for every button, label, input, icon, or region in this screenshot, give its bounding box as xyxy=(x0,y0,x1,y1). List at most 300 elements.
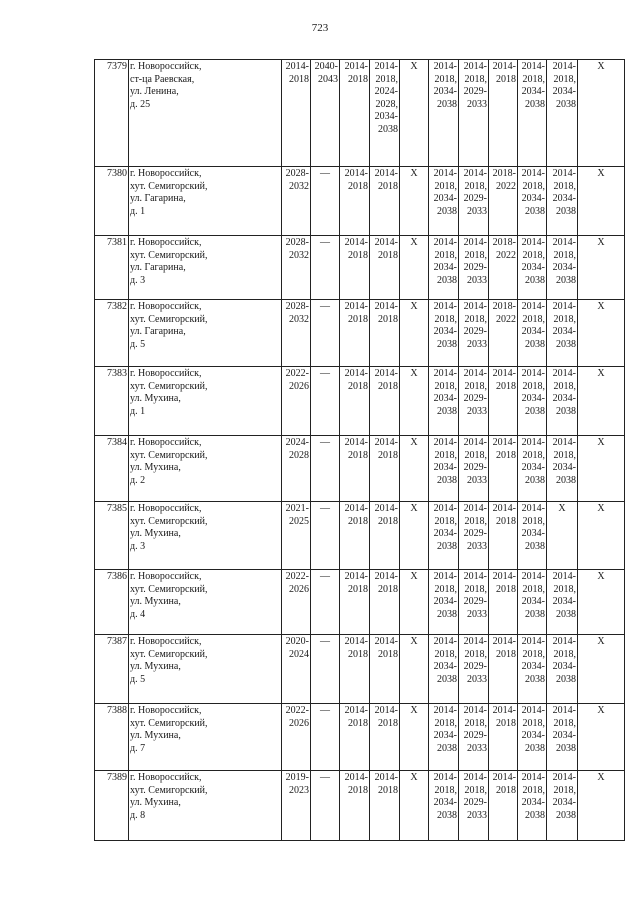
cell-line: 2018, xyxy=(553,784,576,796)
cell-line: 2014- xyxy=(463,237,487,248)
cell-line: 2014- xyxy=(374,571,398,582)
cell-line: 2018, xyxy=(434,583,457,595)
cell-line: X xyxy=(410,301,418,312)
cell-p11 xyxy=(578,367,625,436)
cell-line: д. 5 xyxy=(130,673,146,685)
cell-line: 2034- xyxy=(433,596,457,607)
cell-line: 2034- xyxy=(433,661,457,672)
cell-p3 xyxy=(340,367,370,436)
cell-line: 2034- xyxy=(521,797,545,808)
cell-line: 2018, xyxy=(464,583,487,595)
cell-line: ул. Гагарина, xyxy=(130,326,186,337)
cell-line: ул. Мухина, xyxy=(130,661,181,672)
cell-line: 2018 xyxy=(496,73,516,85)
cell-line: 2014- xyxy=(344,168,368,179)
cell-p3 xyxy=(340,635,370,704)
cell-line: 2018, xyxy=(464,717,487,729)
cell-p5 xyxy=(400,167,429,236)
cell-line: 2018, xyxy=(464,784,487,796)
cell-line: 2014- xyxy=(492,437,516,448)
cell-line: г. Новороссийск, xyxy=(130,772,202,783)
cell-line: 2038 xyxy=(437,540,457,552)
cell-line: 2022 xyxy=(496,249,516,261)
cell-line: 2034- xyxy=(433,797,457,808)
cell-p10 xyxy=(547,367,578,436)
cell-line: 2020- xyxy=(285,636,309,647)
cell-p1 xyxy=(282,367,311,436)
cell-line: 2018 xyxy=(378,648,398,660)
cell-line: 2014- xyxy=(344,237,368,248)
registry-table xyxy=(94,59,625,841)
cell-line: 2014- xyxy=(344,301,368,312)
cell-line: 2018, xyxy=(434,249,457,261)
cell-line: 2033 xyxy=(467,98,487,110)
cell-line: 2043 xyxy=(318,73,338,85)
cell-line: 2033 xyxy=(467,474,487,486)
cell-line: д. 1 xyxy=(130,405,146,417)
cell-line: 2038 xyxy=(556,205,576,217)
cell-line: 2022 xyxy=(496,180,516,192)
cell-line: 2014- xyxy=(492,368,516,379)
cell-line: 2038 xyxy=(525,338,545,350)
cell-line: 2018, xyxy=(464,648,487,660)
cell-p11 xyxy=(578,570,625,635)
cell-p7 xyxy=(459,502,489,570)
cell-line: г. Новороссийск, xyxy=(130,301,202,312)
cell-p4 xyxy=(370,167,400,236)
cell-p4 xyxy=(370,60,400,167)
cell-line: 2038 xyxy=(525,405,545,417)
cell-line: 2018 xyxy=(378,717,398,729)
cell-line: 2018, xyxy=(434,784,457,796)
cell-p7 xyxy=(459,300,489,367)
cell-p5 xyxy=(400,300,429,367)
cell-line: 2038 xyxy=(437,742,457,754)
cell-line: 2018 xyxy=(348,249,368,261)
cell-p4 xyxy=(370,502,400,570)
cell-line: 2018 xyxy=(378,515,398,527)
cell-line: 2018 xyxy=(348,717,368,729)
cell-line: хут. Семигорский, xyxy=(130,380,208,392)
cell-line: 2019- xyxy=(285,772,309,783)
cell-line: 2038 xyxy=(437,274,457,286)
cell-line: 2014- xyxy=(344,61,368,72)
cell-p8 xyxy=(489,570,518,635)
cell-p2 xyxy=(311,771,340,841)
cell-line: г. Новороссийск, xyxy=(130,168,202,179)
cell-p8 xyxy=(489,436,518,502)
cell-address xyxy=(129,502,282,570)
cell-p9 xyxy=(518,704,547,771)
cell-line: 2018 xyxy=(496,784,516,796)
cell-line: 2018, xyxy=(522,449,545,461)
cell-line: 2014- xyxy=(463,705,487,716)
cell-line: г. Новороссийск, xyxy=(130,237,202,248)
cell-line: 2022 xyxy=(496,313,516,325)
cell-line: 2034- xyxy=(433,462,457,473)
cell-line: 2018, xyxy=(375,73,398,85)
cell-line: ул. Ленина, xyxy=(130,86,179,97)
cell-line: 2014- xyxy=(344,368,368,379)
cell-line: 2018, xyxy=(434,313,457,325)
cell-line: 2018, xyxy=(553,313,576,325)
cell-num: 7384 xyxy=(95,436,129,502)
cell-line: 2034- xyxy=(521,528,545,539)
cell-line: X xyxy=(410,437,418,448)
cell-line: ул. Мухина, xyxy=(130,797,181,808)
cell-line: 2014- xyxy=(552,571,576,582)
cell-p4 xyxy=(370,436,400,502)
cell-line: 2018, xyxy=(522,73,545,85)
cell-line: 2018- xyxy=(492,237,516,248)
cell-line: 2034- xyxy=(433,262,457,273)
cell-p9 xyxy=(518,367,547,436)
cell-line: 2040- xyxy=(314,61,338,72)
cell-p6 xyxy=(429,300,459,367)
cell-line: 2018 xyxy=(378,380,398,392)
cell-line: 2038 xyxy=(525,474,545,486)
cell-line: 2018 xyxy=(496,515,516,527)
cell-line: 2038 xyxy=(525,540,545,552)
cell-p10 xyxy=(547,635,578,704)
cell-p5 xyxy=(400,236,429,300)
cell-p11 xyxy=(578,236,625,300)
cell-line: — xyxy=(320,437,330,448)
cell-line: 2014- xyxy=(552,168,576,179)
cell-line: 2018, xyxy=(553,380,576,392)
cell-p9 xyxy=(518,635,547,704)
cell-line: 2014- xyxy=(552,437,576,448)
cell-line: г. Новороссийск, xyxy=(130,705,202,716)
cell-p11 xyxy=(578,704,625,771)
cell-line: 2034- xyxy=(552,393,576,404)
cell-p1 xyxy=(282,300,311,367)
cell-line: 2014- xyxy=(521,368,545,379)
cell-line: 2014- xyxy=(521,705,545,716)
cell-line: 2038 xyxy=(556,274,576,286)
cell-line: 2014- xyxy=(374,636,398,647)
cell-p8 xyxy=(489,167,518,236)
cell-p3 xyxy=(340,236,370,300)
cell-line: 2038 xyxy=(525,608,545,620)
cell-line: 2014- xyxy=(521,168,545,179)
cell-line: 2038 xyxy=(556,474,576,486)
cell-p5 xyxy=(400,502,429,570)
cell-line: X xyxy=(597,772,605,783)
cell-line: X xyxy=(597,168,605,179)
cell-p6 xyxy=(429,367,459,436)
cell-line: X xyxy=(410,503,418,514)
page-number: 723 xyxy=(311,22,329,34)
cell-line: 2014- xyxy=(463,368,487,379)
cell-line: 2014- xyxy=(344,571,368,582)
cell-line: 2038 xyxy=(437,98,457,110)
cell-line: 2029- xyxy=(463,86,487,97)
cell-address xyxy=(129,570,282,635)
cell-line: 2029- xyxy=(463,193,487,204)
cell-line: X xyxy=(597,571,605,582)
cell-p3 xyxy=(340,570,370,635)
cell-line: 2038 xyxy=(437,338,457,350)
cell-line: хут. Семигорский, xyxy=(130,648,208,660)
cell-line: 2018, xyxy=(522,180,545,192)
cell-p8 xyxy=(489,635,518,704)
cell-p8 xyxy=(489,704,518,771)
cell-line: X xyxy=(410,571,418,582)
cell-line: 2026 xyxy=(289,583,309,595)
cell-p3 xyxy=(340,704,370,771)
cell-p1 xyxy=(282,236,311,300)
cell-p11 xyxy=(578,167,625,236)
cell-line: 2038 xyxy=(556,608,576,620)
cell-line: 2014- xyxy=(463,772,487,783)
cell-line: 2018- xyxy=(492,168,516,179)
cell-num: 7382 xyxy=(95,300,129,367)
cell-line: 2038 xyxy=(525,673,545,685)
cell-line: 2014- xyxy=(552,61,576,72)
cell-p6 xyxy=(429,704,459,771)
table-row xyxy=(95,771,625,841)
cell-line: д. 7 xyxy=(130,742,146,754)
cell-p1 xyxy=(282,436,311,502)
cell-line: 2018 xyxy=(378,784,398,796)
cell-line: 2018, xyxy=(464,249,487,261)
cell-line: 2018, xyxy=(522,648,545,660)
cell-p3 xyxy=(340,167,370,236)
cell-line: 2014- xyxy=(521,772,545,783)
cell-line: 2038 xyxy=(437,809,457,821)
cell-p5 xyxy=(400,635,429,704)
cell-p5 xyxy=(400,60,429,167)
cell-p4 xyxy=(370,635,400,704)
cell-line: 2018, xyxy=(464,313,487,325)
table-row xyxy=(95,300,625,367)
cell-p3 xyxy=(340,771,370,841)
cell-line: 2018, xyxy=(434,180,457,192)
cell-line: 2018 xyxy=(348,515,368,527)
cell-p9 xyxy=(518,60,547,167)
cell-line: 2038 xyxy=(556,809,576,821)
cell-p2 xyxy=(311,236,340,300)
cell-p1 xyxy=(282,502,311,570)
cell-p6 xyxy=(429,635,459,704)
cell-line: 2014- xyxy=(463,571,487,582)
cell-line: 2018 xyxy=(289,73,309,85)
cell-line: г. Новороссийск, xyxy=(130,61,202,72)
cell-line: 2033 xyxy=(467,742,487,754)
cell-p2 xyxy=(311,704,340,771)
cell-p3 xyxy=(340,502,370,570)
cell-p7 xyxy=(459,236,489,300)
cell-num: 7381 xyxy=(95,236,129,300)
cell-line: г. Новороссийск, xyxy=(130,571,202,582)
cell-line: X xyxy=(597,705,605,716)
cell-p5 xyxy=(400,436,429,502)
cell-p4 xyxy=(370,570,400,635)
cell-num: 7386 xyxy=(95,570,129,635)
cell-line: 2024- xyxy=(285,437,309,448)
cell-line: 2018 xyxy=(378,180,398,192)
cell-p10 xyxy=(547,502,578,570)
cell-line: 2033 xyxy=(467,809,487,821)
cell-line: 2029- xyxy=(463,797,487,808)
cell-line: 2022- xyxy=(285,368,309,379)
cell-line: 2014- xyxy=(374,437,398,448)
cell-line: 2014- xyxy=(521,237,545,248)
cell-p4 xyxy=(370,300,400,367)
cell-line: 2014- xyxy=(552,368,576,379)
cell-line: X xyxy=(410,61,418,72)
cell-address xyxy=(129,167,282,236)
cell-line: 2018 xyxy=(378,313,398,325)
cell-line: 2018- xyxy=(492,301,516,312)
cell-p4 xyxy=(370,367,400,436)
cell-line: 2014- xyxy=(433,772,457,783)
cell-line: 2018, xyxy=(464,180,487,192)
cell-line: д. 2 xyxy=(130,474,146,486)
cell-line: 2028- xyxy=(285,301,309,312)
cell-p5 xyxy=(400,570,429,635)
cell-line: X xyxy=(558,503,566,514)
cell-p10 xyxy=(547,771,578,841)
table-body xyxy=(95,60,625,841)
cell-line: 2018, xyxy=(464,380,487,392)
cell-p7 xyxy=(459,704,489,771)
cell-line: 2025 xyxy=(289,515,309,527)
cell-line: 2034- xyxy=(521,326,545,337)
cell-line: 2014- xyxy=(552,705,576,716)
cell-line: 2018 xyxy=(496,717,516,729)
cell-line: X xyxy=(597,61,605,72)
cell-line: 2018, xyxy=(522,313,545,325)
cell-line: 2022- xyxy=(285,705,309,716)
cell-line: 2038 xyxy=(525,809,545,821)
cell-line: 2014- xyxy=(552,636,576,647)
cell-line: 2038 xyxy=(437,673,457,685)
cell-line: 2014- xyxy=(463,437,487,448)
cell-p6 xyxy=(429,60,459,167)
cell-p6 xyxy=(429,436,459,502)
cell-line: 2038 xyxy=(556,405,576,417)
cell-p11 xyxy=(578,300,625,367)
cell-p10 xyxy=(547,60,578,167)
cell-line: 2014- xyxy=(433,368,457,379)
cell-line: 2014- xyxy=(374,168,398,179)
cell-line: 2018, xyxy=(464,449,487,461)
cell-p2 xyxy=(311,167,340,236)
cell-line: 2038 xyxy=(525,742,545,754)
cell-line: 2032 xyxy=(289,180,309,192)
cell-line: 2014- xyxy=(374,705,398,716)
cell-p6 xyxy=(429,502,459,570)
cell-line: 2018, xyxy=(522,784,545,796)
cell-line: X xyxy=(410,368,418,379)
cell-line: 2018 xyxy=(378,583,398,595)
cell-line: г. Новороссийск, xyxy=(130,368,202,379)
cell-line: 2034- xyxy=(433,393,457,404)
cell-line: 2038 xyxy=(556,98,576,110)
cell-line: 2038 xyxy=(525,274,545,286)
cell-line: X xyxy=(597,503,605,514)
cell-line: — xyxy=(320,636,330,647)
cell-line: 2014- xyxy=(492,705,516,716)
cell-line: 2028- xyxy=(285,168,309,179)
cell-line: 2034- xyxy=(521,193,545,204)
cell-line: 2018 xyxy=(348,73,368,85)
cell-line: ул. Мухина, xyxy=(130,528,181,539)
cell-line: 2014- xyxy=(374,503,398,514)
cell-line: 2014- xyxy=(492,772,516,783)
cell-line: X xyxy=(410,168,418,179)
cell-p11 xyxy=(578,436,625,502)
cell-p2 xyxy=(311,635,340,704)
cell-line: X xyxy=(410,237,418,248)
cell-p4 xyxy=(370,704,400,771)
cell-line: 2014- xyxy=(492,61,516,72)
cell-line: 2018 xyxy=(496,583,516,595)
cell-line: — xyxy=(320,772,330,783)
cell-line: д. 25 xyxy=(130,98,151,110)
cell-p6 xyxy=(429,236,459,300)
cell-p3 xyxy=(340,300,370,367)
cell-num: 7380 xyxy=(95,167,129,236)
cell-p2 xyxy=(311,502,340,570)
cell-num: 7383 xyxy=(95,367,129,436)
cell-line: 2014- xyxy=(521,301,545,312)
cell-line: 2029- xyxy=(463,661,487,672)
cell-p7 xyxy=(459,167,489,236)
cell-p8 xyxy=(489,367,518,436)
cell-p10 xyxy=(547,570,578,635)
cell-line: 2018, xyxy=(434,449,457,461)
cell-line: 2034- xyxy=(521,730,545,741)
cell-line: 2014- xyxy=(521,437,545,448)
cell-line: 2014- xyxy=(344,705,368,716)
cell-line: X xyxy=(597,636,605,647)
cell-line: хут. Семигорский, xyxy=(130,249,208,261)
cell-line: 2038 xyxy=(437,405,457,417)
cell-p8 xyxy=(489,771,518,841)
cell-p1 xyxy=(282,635,311,704)
cell-line: ул. Гагарина, xyxy=(130,262,186,273)
cell-line: — xyxy=(320,503,330,514)
cell-line: г. Новороссийск, xyxy=(130,636,202,647)
cell-line: 2029- xyxy=(463,326,487,337)
cell-line: X xyxy=(410,705,418,716)
cell-num: 7388 xyxy=(95,704,129,771)
cell-line: 2014- xyxy=(433,61,457,72)
cell-line: 2034- xyxy=(552,596,576,607)
cell-p10 xyxy=(547,704,578,771)
cell-line: 2014- xyxy=(463,168,487,179)
cell-p7 xyxy=(459,771,489,841)
cell-p6 xyxy=(429,570,459,635)
cell-line: — xyxy=(320,168,330,179)
cell-line: 2033 xyxy=(467,540,487,552)
cell-line: 2018, xyxy=(434,515,457,527)
cell-address xyxy=(129,300,282,367)
cell-line: 2018, xyxy=(522,515,545,527)
cell-line: г. Новороссийск, xyxy=(130,503,202,514)
cell-line: 2014- xyxy=(463,301,487,312)
cell-p2 xyxy=(311,60,340,167)
cell-line: 2029- xyxy=(463,730,487,741)
cell-line: 2023 xyxy=(289,784,309,796)
cell-line: 2033 xyxy=(467,205,487,217)
table-row xyxy=(95,570,625,635)
cell-line: 2033 xyxy=(467,673,487,685)
cell-line: 2018, xyxy=(434,73,457,85)
